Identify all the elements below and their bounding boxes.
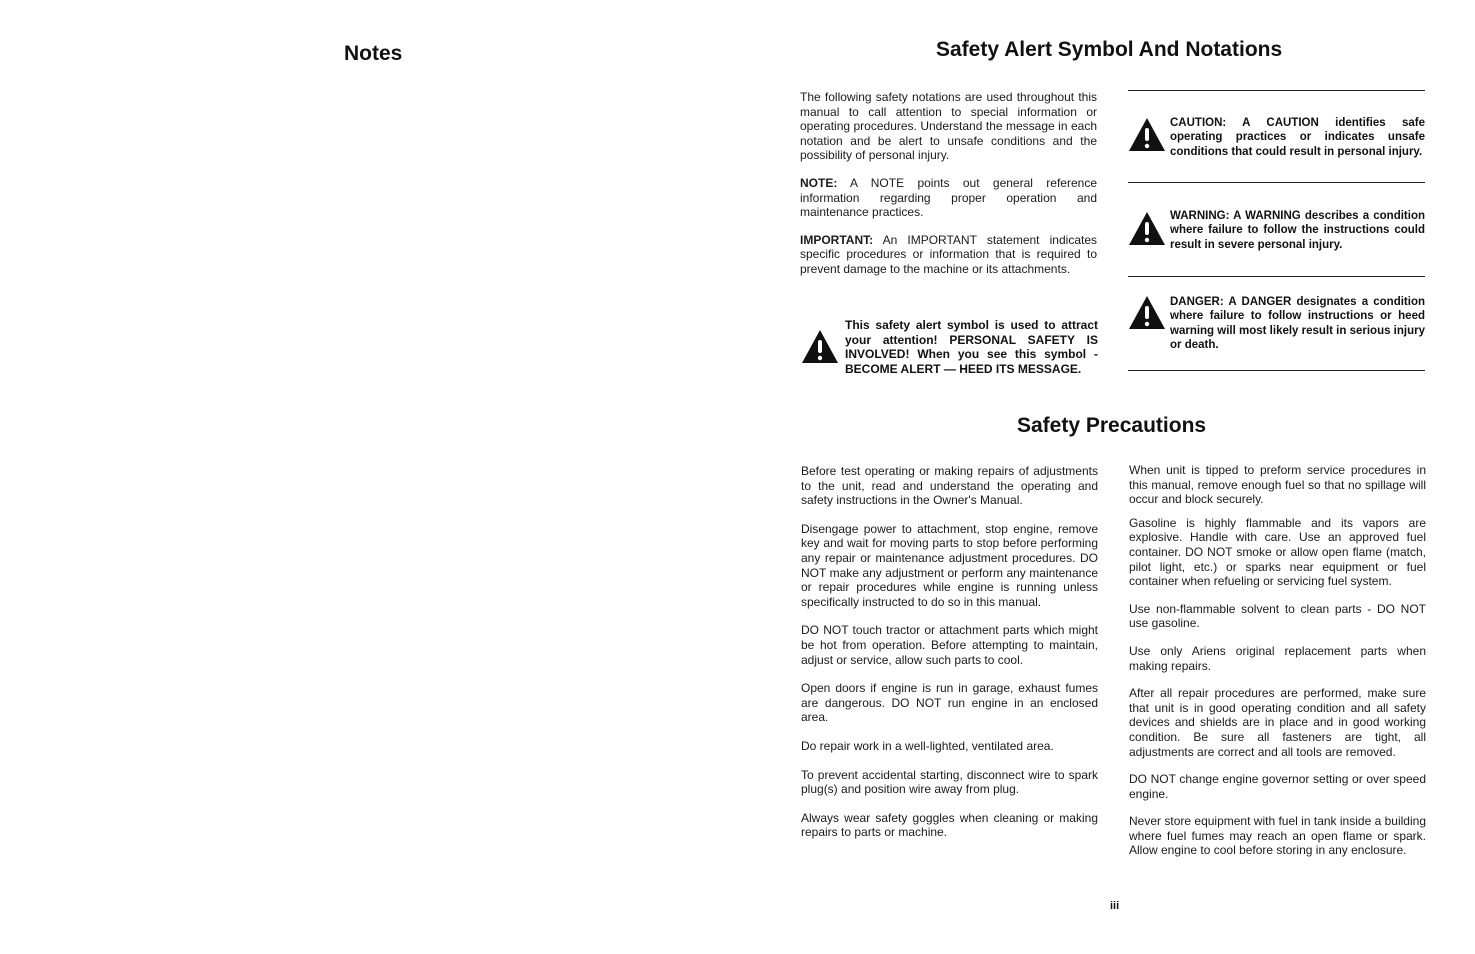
safety-precautions-heading: Safety Precautions bbox=[1017, 414, 1207, 437]
note-label: NOTE: bbox=[800, 175, 838, 190]
precaution-item: When unit is tipped to preform service procedures in this manual, remove enough fuel so that no spillage will occur and block securely. bbox=[1129, 463, 1426, 507]
danger-triangle-icon bbox=[1128, 295, 1166, 330]
important-text: An IMPORTANT statement indicates specific procedures or information that is required to prevent damage to the machine or its attachments. bbox=[800, 232, 1097, 276]
divider bbox=[1128, 182, 1425, 183]
divider bbox=[1128, 276, 1425, 277]
warning-notice: WARNING: A WARNING describes a condition where failure to follow the instructions could result in severe personal injury. bbox=[1170, 210, 1425, 251]
safety-alert-heading: Safety Alert Symbol And Notations bbox=[936, 38, 1283, 61]
caution-notice: CAUTION: A CAUTION identifies safe operating practices or indicates unsafe conditions that could result in personal injury. bbox=[1170, 117, 1425, 158]
note-paragraph bbox=[800, 176, 1097, 220]
page-number: iii bbox=[1110, 900, 1120, 912]
warning-triangle-icon bbox=[1128, 211, 1166, 246]
danger-notice: DANGER: A DANGER designates a condition where failure to follow instructions or heed warning will most likely result in serious injury or death. bbox=[1170, 296, 1425, 352]
precaution-item: Disengage power to attachment, stop engine, remove key and wait for moving parts to stop before performing any repair or maintenance adjustment procedures. DO NOT make any adjustment or perform any maintenance or repair procedures while engine is running unless specifically instructed to do so in this manual. bbox=[801, 521, 1098, 609]
precautions-right-column bbox=[1129, 463, 1426, 858]
precaution-item: Use only Ariens original replacement parts when making repairs. bbox=[1129, 643, 1426, 673]
precaution-item: Never store equipment with fuel in tank inside a building where fuel fumes may reach an open flame or spark. Allow engine to cool before storing in any enclosure. bbox=[1129, 814, 1426, 858]
important-label: IMPORTANT: bbox=[800, 232, 874, 247]
safety-alert-left-column bbox=[800, 90, 1097, 277]
notes-heading: Notes bbox=[344, 42, 403, 65]
precaution-item: DO NOT touch tractor or attachment parts which might be hot from operation. Before attempting to maintain, adjust or service, allow such parts to cool. bbox=[801, 623, 1098, 667]
precaution-item: DO NOT change engine governor setting or over speed engine. bbox=[1129, 772, 1426, 801]
precaution-item: Gasoline is highly flammable and its vapors are explosive. Handle with care. Use an approved fuel container. DO NOT smoke or allow open flame (match, pilot light, etc.) or sparks near equipment or fuel container when refueling or servicing fuel system. bbox=[1129, 515, 1426, 589]
intro-paragraph: The following safety notations are used throughout this manual to call attention to special information or operating procedures. Understand the message in each notation and be alert to unsafe conditions and the possibility of personal injury. bbox=[800, 90, 1097, 163]
caution-triangle-icon bbox=[1128, 117, 1166, 152]
precaution-item: Always wear safety goggles when cleaning or making repairs to parts or machine. bbox=[801, 810, 1098, 840]
precaution-item: Open doors if engine is run in garage, exhaust fumes are dangerous. DO NOT run engine in an enclosed area. bbox=[801, 681, 1098, 725]
precaution-item: After all repair procedures are performed, make sure that unit is in good operating condition and all safety devices and shields are in place and in good working condition. Be sure all fasteners are tight, all adjustments are correct and all tools are removed. bbox=[1129, 686, 1426, 759]
divider bbox=[1128, 90, 1425, 91]
safety-symbol-text: This safety alert symbol is used to attract your attention! PERSONAL SAFETY IS INVOLVED! When you see this symbol - BECOME ALERT — HEED ITS MESSAGE. bbox=[845, 318, 1098, 376]
precaution-item: Before test operating or making repairs of adjustments to the unit, read and understand the operating and safety instructions in the Owner's Manual. bbox=[801, 464, 1098, 508]
important-paragraph bbox=[800, 233, 1097, 277]
precaution-item: Use non-flammable solvent to clean parts - DO NOT use gasoline. bbox=[1129, 601, 1426, 631]
precaution-item: To prevent accidental starting, disconnect wire to spark plug(s) and position wire away from plug. bbox=[801, 767, 1098, 797]
precautions-left-column bbox=[801, 464, 1098, 840]
precaution-item: Do repair work in a well-lighted, ventilated area. bbox=[801, 738, 1054, 753]
note-text: A NOTE points out general reference information regarding proper operation and maintenance practices. bbox=[800, 175, 1097, 220]
safety-alert-triangle-icon bbox=[801, 329, 839, 364]
divider bbox=[1128, 370, 1425, 371]
